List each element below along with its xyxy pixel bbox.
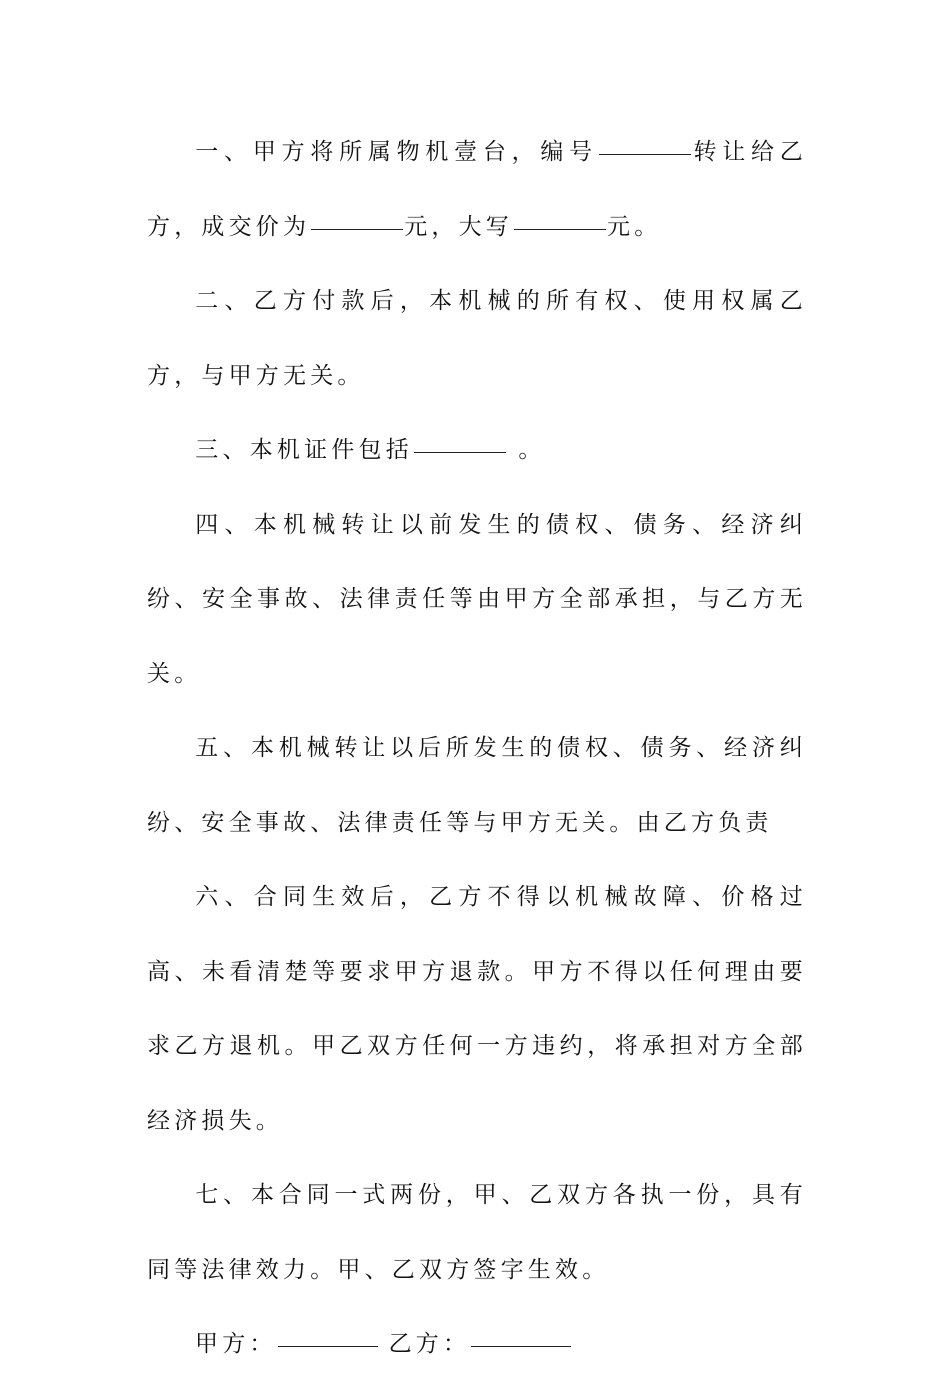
clause-1-text-b: 转让给乙方，成交价为 xyxy=(147,139,807,240)
clause-7: 七、本合同一式两份，甲、乙双方各执一份，具有同等法律效力。甲、乙双方签字生效。 xyxy=(147,1182,807,1283)
price-in-words-blank[interactable] xyxy=(514,228,606,230)
clause-1 xyxy=(147,115,807,264)
clause-2: 二、乙方付款后，本机械的所有权、使用权属乙方，与甲方无关。 xyxy=(147,288,807,389)
clause-4: 四、本机械转让以前发生的债权、债务、经济纠纷、安全事故、法律责任等由甲方全部承担，与乙方无关。 xyxy=(147,511,807,687)
party-b-signature-blank[interactable] xyxy=(471,1345,571,1347)
clause-1-text-a: 一、甲方将所属物机壹台，编号 xyxy=(195,139,598,165)
clause-3-text-b: 。 xyxy=(506,437,546,463)
certificates-blank[interactable] xyxy=(414,451,506,453)
clause-3 xyxy=(147,413,807,488)
party-a-signature-blank[interactable] xyxy=(278,1345,378,1347)
clause-3-text-a: 三、本机证件包括 xyxy=(195,437,413,463)
signature-row xyxy=(147,1307,807,1382)
party-a-label: 甲方： xyxy=(195,1331,277,1357)
contract-body xyxy=(147,115,807,1382)
price-blank[interactable] xyxy=(311,228,403,230)
party-b-label: 乙方： xyxy=(388,1331,471,1357)
clause-1-text-d: 元。 xyxy=(607,213,662,240)
clause-1-text-c: 元，大写 xyxy=(404,213,514,240)
clause-5: 五、本机械转让以后所发生的债权、债务、经济纠纷、安全事故、法律责任等与甲方无关。由乙方负责 xyxy=(147,735,807,836)
clause-6: 六、合同生效后，乙方不得以机械故障、价格过高、未看清楚等要求甲方退款。甲方不得以任何理由要求乙方退机。甲乙双方任何一方违约，将承担对方全部经济损失。 xyxy=(147,884,807,1134)
serial-number-blank[interactable] xyxy=(599,153,691,155)
